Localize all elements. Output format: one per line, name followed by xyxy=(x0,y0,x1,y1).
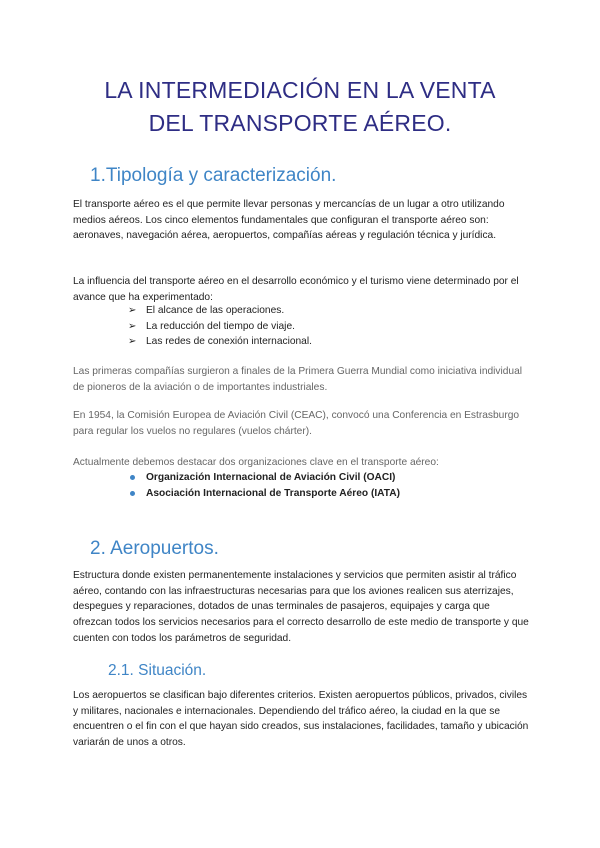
title-line-2: DEL TRANSPORTE AÉREO. xyxy=(148,110,452,136)
bullet-dot-icon xyxy=(130,475,135,480)
arrow-bullet-icon: ➢ xyxy=(128,305,137,316)
section-1-paragraph-3: Las primeras compañías surgieron a finales de la Primera Guerra Mundial como iniciativa individual de pioneros de la aviación o de importantes industriales. xyxy=(73,366,523,393)
subsection-2-1-heading: 2.1. Situación. xyxy=(108,662,207,679)
list-item: ➢ El alcance de las operaciones. xyxy=(128,303,312,319)
section-1-paragraph-2: La influencia del transporte aéreo en el desarrollo económico y el turismo viene determinado por el avance que ha experimentado: xyxy=(73,276,519,303)
list-item: Organización Internacional de Aviación Civil (OACI) xyxy=(128,470,400,486)
section-2-heading: 2. Aeropuertos. xyxy=(90,538,219,559)
section-1-paragraph-5: Actualmente debemos destacar dos organizaciones clave en el transporte aéreo: xyxy=(73,457,439,468)
advance-bullet-list xyxy=(128,303,312,350)
document-title xyxy=(40,74,560,140)
section-1-paragraph-1: El transporte aéreo es el que permite llevar personas y mercancías de un lugar a otro utilizando medios aéreos. Los cinco elementos fundamentales que configuran el transporte aéreo son: aeronaves, navegación aérea, aeropuertos, compañías aéreas y regulación técnica y jurídica. xyxy=(73,199,505,242)
list-item: ➢ La reducción del tiempo de viaje. xyxy=(128,319,312,335)
list-item: Asociación Internacional de Transporte Aéreo (IATA) xyxy=(128,486,400,502)
list-item: ➢ Las redes de conexión internacional. xyxy=(128,334,312,350)
section-1-heading: 1.Tipología y caracterización. xyxy=(90,165,337,186)
section-2-paragraph-2: Los aeropuertos se clasifican bajo diferentes criterios. Existen aeropuertos públicos, privados, civiles y militares, nacionales e internacionales. Dependiendo del tráfico aéreo, la ciudad en la que se encuentren o el fin con el que hayan sido creados, sus instalaciones, facilidades, tamaño y ubicación variarán de unos a otros. xyxy=(73,690,529,749)
section-2-paragraph-1: Estructura donde existen permanentemente instalaciones y servicios que permiten asistir al tráfico aéreo, contando con las infraestructuras necesarias para que los aviones realicen sus aterrizajes, despegues y reparaciones, dotados de unas terminales de pasajeros, equipajes y carga que ofrezcan todos los servicios necesarios para el correcto desarrollo de este medio de transporte y que cuenten con todos los parámetros de seguridad. xyxy=(73,570,529,644)
arrow-bullet-icon: ➢ xyxy=(128,320,137,332)
arrow-bullet-icon: ➢ xyxy=(128,336,137,348)
title-line-1: LA INTERMEDIACIÓN EN LA VENTA xyxy=(104,77,496,103)
organizations-list xyxy=(128,470,400,501)
section-1-paragraph-4: En 1954, la Comisión Europea de Aviación Civil (CEAC), convocó una Conferencia en Estrasburgo para regular los vuelos no regulares (vuelos chárter). xyxy=(73,410,520,437)
bullet-dot-icon xyxy=(130,491,135,496)
